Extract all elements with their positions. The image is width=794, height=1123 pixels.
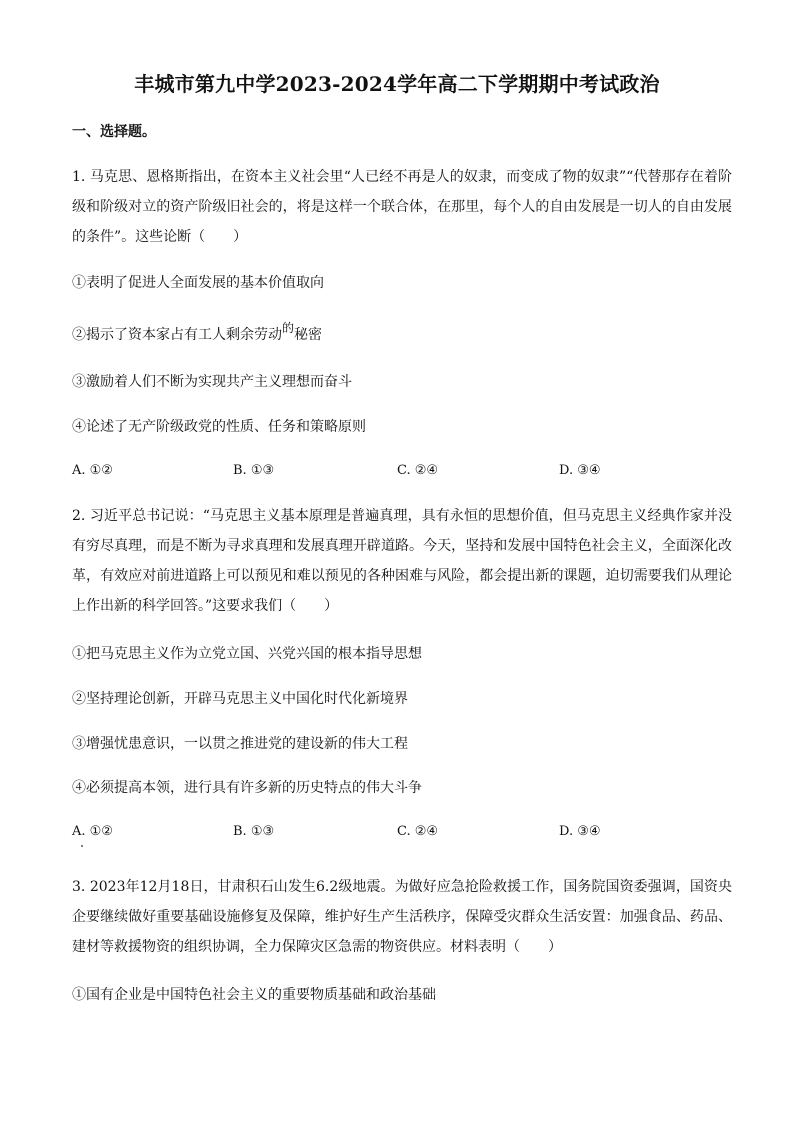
question-3-stem: 3. 2023年12月18日，甘肃积石山发生6.2级地震。为做好应急抢险救援工作，国务院国资委强调，国资央企要继续做好重要基础设施修复及保障，维护好生产生活秩序，保障受灾群众生活安置：加强食品、药品、建材等救援物资的组织协调，全力保障灾区急需的物资供应。材料表明（ ） <box>72 879 732 955</box>
question-1-statement-3: ③激励着人们不断为实现共产主义理想而奋斗 <box>72 374 352 390</box>
question-2-option-a: A. ①② <box>72 824 113 839</box>
question-1-statement-2-tail: 秘密 <box>294 327 323 343</box>
section-heading: 一、选择题。 <box>72 124 156 140</box>
question-1-statement-1: ①表明了促进人全面发展的基本价值取向 <box>72 275 324 291</box>
page-title: 丰城市第九中学2023-2024学年高二下学期期中考试政治 <box>134 72 660 96</box>
question-1-stem: 1. 马克思、恩格斯指出，在资本主义社会里“人已经不再是人的奴隶，而变成了物的奴隶”“代替那存在着阶级和阶级对立的资产阶级旧社会的，将是这样一个联合体，在那里，每个人的自由发展是一切人的自由发展的条件”。这些论断（ ） <box>72 169 732 245</box>
question-2-statement-3: ③增强忧患意识，一以贯之推进党的建设新的伟大工程 <box>72 736 408 752</box>
question-2-statement-4: ④必须提高本领，进行具有许多新的历史特点的伟大斗争 <box>72 780 422 796</box>
question-1-option-a: A. ①② <box>72 463 113 478</box>
question-1-options <box>72 462 732 480</box>
question-2-statement-1: ①把马克思主义作为立党立国、兴党兴国的根本指导思想 <box>72 646 422 662</box>
question-1-statement-2-text: ②揭示了资本家占有工人剩余劳动 <box>72 327 282 343</box>
question-1-option-d: D. ③④ <box>559 463 601 478</box>
question-2-statement-2: ②坚持理论创新，开辟马克思主义中国化时代化新境界 <box>72 691 408 707</box>
question-2-option-d: D. ③④ <box>559 824 601 839</box>
question-1-option-c: C. ②④ <box>397 463 439 478</box>
question-2-option-c: C. ②④ <box>397 824 439 839</box>
question-2-option-b: B. ①③ <box>233 824 275 839</box>
stray-dot <box>81 845 83 847</box>
question-2-options <box>72 823 732 841</box>
question-3-statement-1: ①国有企业是中国特色社会主义的重要物质基础和政治基础 <box>72 987 436 1003</box>
question-2-stem: 2. 习近平总书记说：“马克思主义基本原理是普遍真理，具有永恒的思想价值，但马克思主义经典作家并没有穷尽真理，而是不断为寻求真理和发展真理开辟道路。今天，坚持和发展中国特色社会主义，全面深化改革，有效应对前进道路上可以预见和难以预见的各种困难与风险，都会提出新的课题，迫切需要我们从理论上作出新的科学回答。”这要求我们（ ） <box>72 508 732 614</box>
question-1-statement-2-superscript: 的 <box>282 321 295 335</box>
question-1-option-b: B. ①③ <box>233 463 275 478</box>
question-1-statement-4: ④论述了无产阶级政党的性质、任务和策略原则 <box>72 419 366 435</box>
question-1-statement-2 <box>72 321 732 344</box>
